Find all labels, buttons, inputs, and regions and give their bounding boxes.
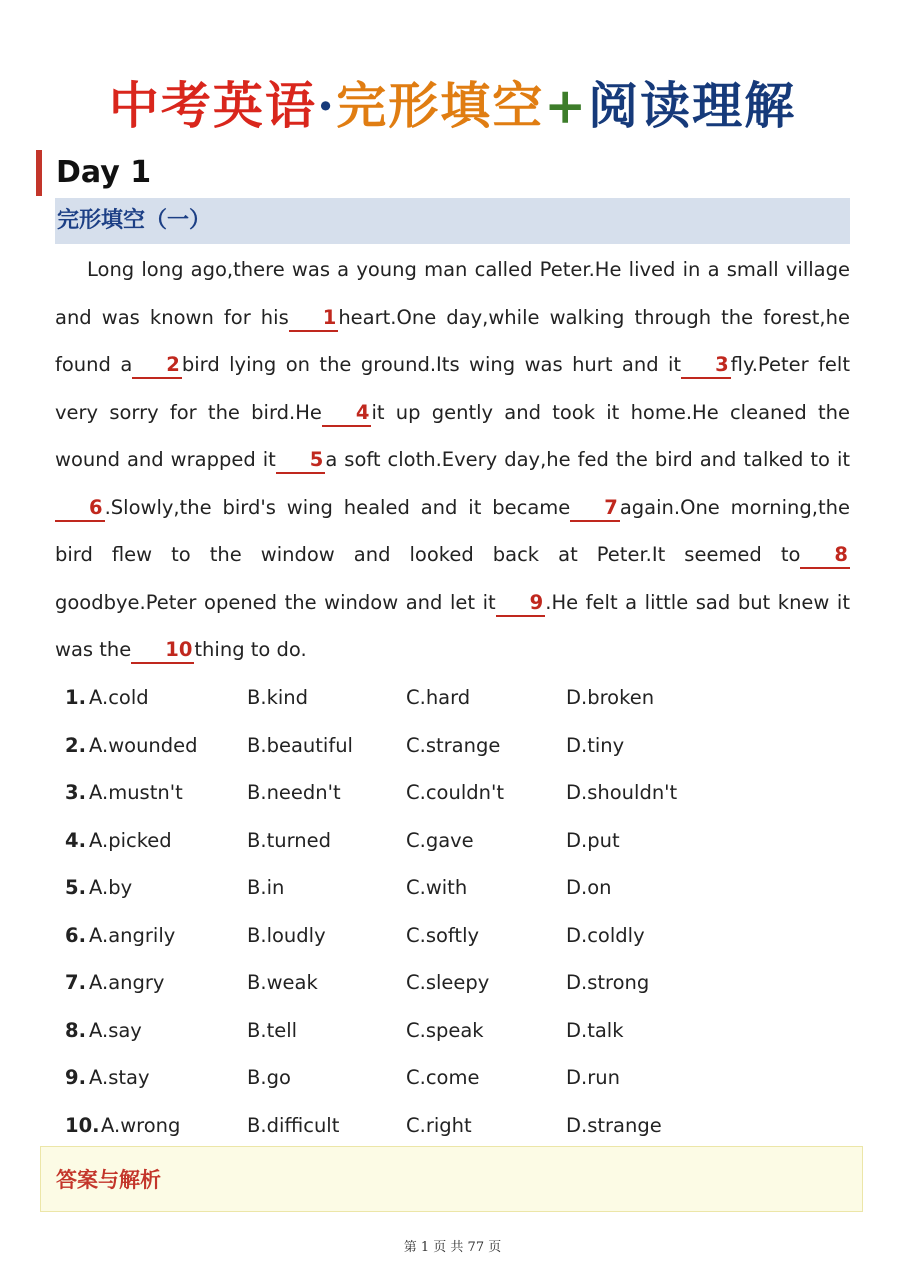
- question-number: 7.: [65, 971, 86, 994]
- option-a: A.by: [89, 876, 133, 899]
- blank-3: 3: [681, 353, 731, 379]
- option-c: C.speak: [406, 1018, 484, 1042]
- question-row: [65, 912, 855, 960]
- question-number: 9.: [65, 1066, 86, 1089]
- option-c: C.with: [406, 876, 468, 899]
- option-d: D.on: [566, 876, 612, 899]
- option-d: D.coldly: [566, 923, 645, 947]
- option-d: D.broken: [566, 686, 655, 709]
- question-row: [65, 864, 855, 912]
- passage-segment: .Slowly,the bird's wing healed and it became: [104, 495, 571, 519]
- title-part-reading: 阅读理解: [588, 76, 797, 135]
- option-d: D.shouldn't: [566, 781, 678, 804]
- page-title: [0, 70, 905, 142]
- question-number: 10.: [65, 1113, 100, 1137]
- option-b: B.beautiful: [247, 733, 353, 757]
- option-a: A.stay: [89, 1066, 150, 1089]
- question-row: [65, 722, 855, 770]
- option-c: C.come: [406, 1066, 480, 1089]
- option-c: C.softly: [406, 923, 480, 947]
- passage-segment: goodbye.Peter opened the window and let it: [55, 590, 496, 614]
- blank-8: 8: [800, 543, 850, 569]
- question-number: 5.: [65, 876, 86, 899]
- option-a: A.angry: [89, 971, 165, 994]
- option-c: C.right: [406, 1113, 472, 1137]
- option-b: B.loudly: [247, 923, 326, 947]
- answer-explanation-box: [40, 1146, 863, 1212]
- title-dot: ·: [316, 76, 337, 135]
- blank-2: 2: [132, 353, 182, 379]
- option-b: B.tell: [247, 1018, 298, 1042]
- question-row: [65, 959, 855, 1007]
- question-row: [65, 817, 855, 865]
- cloze-passage: [55, 246, 850, 674]
- blank-1: 1: [289, 306, 339, 332]
- option-a: A.cold: [89, 686, 149, 709]
- passage-segment: .He felt a little sad but knew it was the: [55, 590, 850, 661]
- answer-explanation-label: 答案与解析: [56, 1168, 161, 1192]
- question-number: 4.: [65, 828, 86, 852]
- option-a: A.wounded: [89, 733, 198, 757]
- option-b: B.go: [247, 1066, 291, 1089]
- blank-4: 4: [322, 401, 372, 427]
- option-d: D.run: [566, 1066, 620, 1089]
- option-c: C.sleepy: [406, 971, 490, 994]
- blank-6: 6: [55, 496, 105, 522]
- option-d: D.tiny: [566, 733, 625, 757]
- passage-segment: Long long ago,there was a young man called Peter.He lived in a small village and was known for his: [55, 258, 850, 329]
- question-number: 1.: [65, 686, 86, 709]
- day-heading: Day 1: [36, 150, 151, 196]
- option-a: A.mustn't: [89, 781, 183, 804]
- title-part-cloze: 完形填空: [336, 76, 545, 135]
- question-number: 6.: [65, 923, 86, 947]
- passage-segment: thing to do.: [194, 638, 307, 661]
- option-c: C.gave: [406, 828, 474, 852]
- title-plus: +: [544, 76, 589, 135]
- passage-segment: bird lying on the ground.Its wing was hurt and it: [181, 353, 682, 376]
- blank-5: 5: [276, 448, 326, 474]
- blank-10: 10: [131, 638, 194, 664]
- passage-segment: a soft cloth.Every day,he fed the bird and talked to it: [325, 448, 851, 471]
- question-options: [65, 674, 855, 1149]
- passage-segment: heart.One day,while walking through the forest,he found a: [55, 305, 850, 376]
- option-b: B.needn't: [247, 781, 341, 804]
- blank-9: 9: [496, 591, 546, 617]
- option-d: D.strong: [566, 971, 650, 994]
- passage-paragraph: [55, 246, 850, 674]
- option-a: A.say: [89, 1018, 142, 1042]
- option-b: B.turned: [247, 828, 331, 852]
- option-d: D.talk: [566, 1018, 624, 1042]
- question-number: 2.: [65, 733, 86, 757]
- option-d: D.put: [566, 828, 620, 852]
- option-b: B.weak: [247, 971, 318, 994]
- option-a: A.wrong: [101, 1113, 181, 1137]
- title-part-exam-english: 中考英语: [108, 76, 317, 135]
- passage-segment: again.One morning,the bird flew to the window and looked back at Peter.It seemed to: [55, 495, 850, 566]
- passage-segment: fly.Peter felt very sorry for the bird.He: [55, 353, 850, 424]
- option-c: C.hard: [406, 686, 471, 709]
- question-number: 3.: [65, 781, 86, 804]
- option-b: B.kind: [247, 686, 309, 709]
- question-number: 8.: [65, 1018, 86, 1042]
- option-c: C.couldn't: [406, 781, 504, 804]
- question-row: [65, 1102, 855, 1150]
- option-b: B.in: [247, 876, 285, 899]
- question-row: [65, 1007, 855, 1055]
- question-row: [65, 674, 855, 722]
- option-d: D.strange: [566, 1113, 662, 1137]
- page-footer: 第 1 页 共 77 页: [403, 1240, 502, 1255]
- blank-7: 7: [570, 496, 620, 522]
- option-a: A.picked: [89, 828, 172, 852]
- option-b: B.difficult: [247, 1113, 340, 1137]
- passage-segment: it up gently and took it home.He cleaned the wound and wrapped it: [55, 400, 850, 471]
- option-c: C.strange: [406, 733, 501, 757]
- section-heading-label: 完形填空（一）: [57, 208, 212, 233]
- question-row: [65, 1054, 855, 1102]
- question-row: [65, 769, 855, 817]
- section-heading: [55, 198, 850, 244]
- option-a: A.angrily: [89, 923, 176, 947]
